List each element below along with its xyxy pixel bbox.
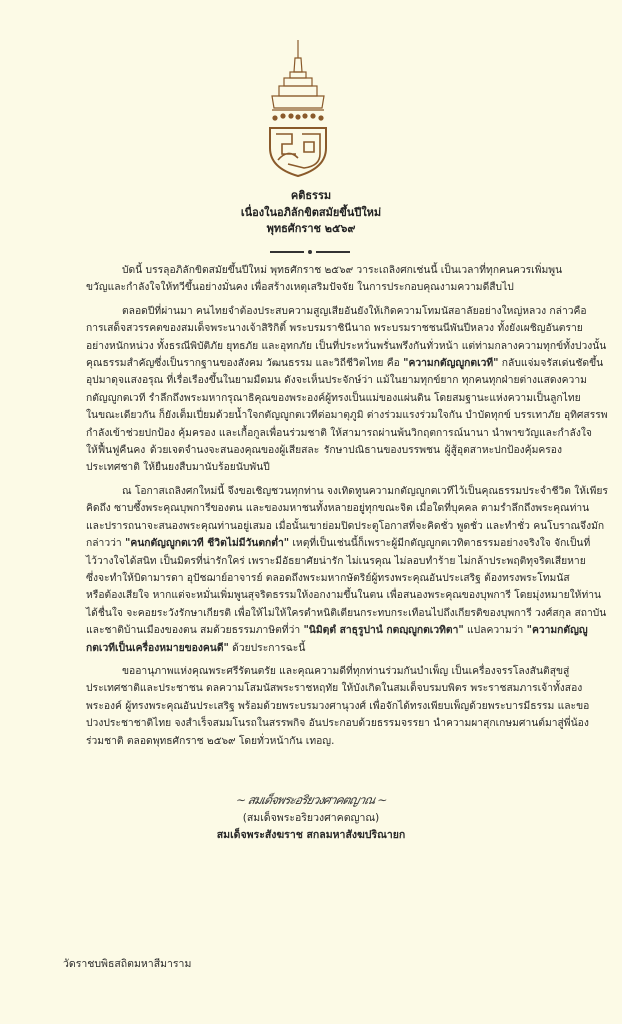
- paragraph: [86, 303, 608, 477]
- text-line: [86, 303, 587, 320]
- text-segment: เหตุที่เป็นเช่นนี้ก็เพราะผู้มีกตัญญูกตเวทิตาธรรมอย่างจริงใจ จักเป็นที่: [289, 537, 591, 550]
- text-segment: คุณธรรมสำคัญซึ่งเป็นรากฐานของสังคม วัฒนธรรม และวิถีชีวิตไทย คือ: [86, 357, 404, 370]
- text-segment: คิดถึง ซาบซึ้งพระคุณบุพการีของตน และของมหาชนทั้งหลายอยู่ทุกขณะจิต เมื่อใดที่บุคคล ตามรำลึกถึงพระคุณท่าน: [86, 502, 590, 515]
- text-segment: ในขณะเดียวกัน ก็ยังเต็มเปี่ยมด้วยน้ำใจกตัญญูกตเวทีต่อมาตุภูมิ ต่างร่วมแรงร่วมใจกัน บำบัดทุกข์ บรรเทาภัย อุทิศสรรพ: [86, 409, 608, 422]
- paragraph: [86, 663, 590, 750]
- text-segment: ซึ่งจะทำให้บิดามารดา อุปัชฌาย์อาจารย์ ตลอดถึงพระมหากษัตริย์ผู้ทรงพระคุณอันประเสริฐ ต้องทรงพระโทมนัส: [86, 571, 570, 584]
- heading-title: คติธรรม: [290, 189, 332, 202]
- paragraph: [86, 262, 562, 297]
- text-line: [86, 535, 591, 552]
- document-heading: [0, 188, 622, 238]
- emphasized-text: "นิมิตฺตํ สาธุรูปานํ กตญฺญูกตเวทิตา": [303, 624, 464, 637]
- text-line: [86, 320, 583, 337]
- text-line: [86, 372, 587, 389]
- text-line: [86, 553, 586, 570]
- text-segment: อุปมาดุจแสงอรุณ ที่เรื่อเรืองขึ้นในยามมืดมน ดังจะเห็นประจักษ์ว่า แม้ในยามทุกข์ยาก ทุกคนทุกฝ่ายต่างแสดงความ: [86, 374, 587, 387]
- text-segment: การเสด็จสวรรคตของสมเด็จพระนางเจ้าสิริกิติ์ พระบรมราชินีนาถ พระบรมราชชนนีพันปีหลวง ทั้งยังเผชิญอันตราย: [86, 322, 583, 335]
- text-line: [86, 442, 562, 459]
- text-line: [86, 407, 608, 424]
- text-line: [86, 605, 607, 622]
- footer-place: วัดราชบพิธสถิตมหาสีมาราม: [63, 958, 192, 970]
- text-segment: ไว้วางใจได้สนิท เป็นมิตรที่น่ารักใคร่ เพราะมีอัธยาศัยน่ารัก ไม่เนรคุณ ไม่ลอบทำร้าย ไม่กล้าประพฤติทุจริตเสียหาย: [86, 554, 586, 567]
- text-segment: ร่วมชาติ ตลอดพุทธศักราช ๒๕๖๙ โดยทั่วหน้ากัน เทอญ.: [86, 734, 335, 747]
- signatory-title: สมเด็จพระสังฆราช สกลมหาสังฆปริณายก: [216, 829, 406, 841]
- heading-year: พุทธศักราช ๒๕๖๙: [266, 222, 356, 235]
- emphasized-text: "ความกตัญญู: [526, 624, 588, 637]
- text-segment: ประเทศชาติและประชาชน ดลความโสมนัสพระราชหฤทัย ให้บังเกิดในสมเด็จบรมบพิตร พระราชสมภารเจ้าทั้งสอง: [86, 682, 583, 695]
- text-line: [86, 459, 562, 476]
- text-line: [86, 518, 605, 535]
- emphasized-text: กตเวทีเป็นเครื่องหมายของคนดี": [86, 641, 229, 654]
- text-segment: และปรารถนาจะสนองพระคุณท่านอยู่เสมอ เมื่อนั้นเขาย่อมปิดประตูโอกาสที่จะคิดชั่ว พูดชั่ว และทำชั่ว คนโบราณจึงมัก: [86, 519, 605, 532]
- text-segment: และชาติบ้านเมืองของตน สมด้วยธรรมภาษิตที่ว่า: [86, 624, 304, 637]
- text-line: [86, 715, 589, 732]
- text-line: [86, 338, 607, 355]
- text-line: [86, 640, 562, 657]
- heading-subtitle: เนื่องในอภิลักขิตสมัยขึ้นปีใหม่: [240, 205, 382, 219]
- signatory-name: (สมเด็จพระอริยวงศาคตญาณ): [242, 812, 380, 824]
- text-segment: พระองค์ ผู้ทรงพระคุณอันประเสริฐ พร้อมด้วยพระบรมวงศานุวงศ์ เพื่อจักได้ทรงเพียบเพ็ญด้วยพระบารมีธรรม และขอ: [86, 699, 590, 712]
- signature-block: [0, 792, 622, 844]
- emphasized-text: "คนกตัญญูกตเวที ชีวิตไม่มีวันตกต่ำ": [124, 537, 290, 550]
- text-line: [86, 587, 602, 604]
- ornamental-divider: [270, 249, 352, 255]
- document-body: [86, 262, 608, 756]
- text-segment: หรือต้องเสียใจ หากแต่จะหมั่นเพิ่มพูนสุจริตธรรมให้งอกงามขึ้นในตน เพื่อสนองพระคุณของบุพการี โดยมุ่งหมายให้ท่าน: [86, 589, 602, 602]
- text-line: [86, 425, 592, 442]
- text-line: [86, 622, 588, 639]
- supreme-patriarch-emblem: [258, 36, 338, 178]
- text-segment: ได้ชื่นใจ จะคอยระวังรักษาเกียรติ เพื่อให้ไม่ให้ใครตำหนิติเตียนกระทบกระเทือนไปถึงเกียรติของบุพการี วงศ์สกุล สถาบัน: [86, 606, 607, 619]
- text-segment: ด้วยประการฉะนี้: [228, 641, 306, 654]
- emphasized-text: "ความกตัญญูกตเวที": [403, 357, 499, 370]
- text-segment: ขออานุภาพแห่งคุณพระศรีรัตนตรัย และคุณความดีที่ทุกท่านร่วมกันบำเพ็ญ เป็นเครื่องจรรโลงสันติสุขสู่: [122, 664, 570, 677]
- text-segment: ตลอดปีที่ผ่านมา คนไทยจำต้องประสบความสูญเสียอันยังให้เกิดความโทมนัสอาลัยอย่างใหญ่หลวง กล่าวคือ: [122, 304, 587, 317]
- text-line: [86, 355, 604, 372]
- text-segment: อย่างหนักหน่วง ทั้งธรณีพิบัติภัย ยุทธภัย และอุทกภัย เป็นที่ประหวั่นพรั่นพรึงกันทั่วหน้า แต่ท่ามกลางความทุกข์ทั้งปวงนั้น: [86, 339, 607, 352]
- text-line: [86, 390, 581, 407]
- text-segment: กลับแจ่มจรัสเด่นชัดขึ้น: [498, 357, 604, 370]
- text-segment: ประเทศชาติ ให้ยืนยงสืบมานับร้อยนับพันปี: [86, 461, 270, 474]
- text-line: [86, 570, 570, 587]
- text-line: [86, 279, 562, 296]
- text-segment: ณ โอกาสเถลิงศกใหม่นี้ จึงขอเชิญชวนทุกท่าน จงเทิดทูนความกตัญญูกตเวทีไว้เป็นคุณธรรมประจำชีวิต ให้เพียร: [122, 484, 608, 497]
- text-segment: บัดนี้ บรรลุอภิลักขิตสมัยขึ้นปีใหม่ พุทธศักราช ๒๕๖๙ วาระเถลิงศกเช่นนี้ เป็นเวลาที่ทุกคนควรเพิ่มพูน: [122, 264, 563, 276]
- handwritten-signature: ~ สมเด็จพระอริยวงศาคตญาณ ~: [234, 793, 388, 807]
- text-line: [86, 680, 583, 697]
- text-line: [86, 733, 562, 750]
- text-segment: กล่าวว่า: [86, 537, 125, 550]
- text-line: [86, 500, 590, 517]
- text-segment: ให้ฟื้นฟูคืนคง ด้วยเจตจำนงจะสนองคุณของผู้เสียสละ รักษาปณิธานของบรรพชน ผู้สู้อุตสาหะปกป้องคุ้มครอง: [86, 444, 562, 457]
- text-segment: แปลความว่า: [463, 624, 527, 637]
- text-segment: ปวงประชาชาติไทย จงสำเร็จสมมโนรถในสรรพกิจ อันประกอบด้วยธรรมจรรยา นำความผาสุกเกษมศานต์มาสู่พี่น้อง: [86, 717, 589, 730]
- text-line: [86, 262, 562, 279]
- text-line: [86, 663, 570, 680]
- text-line: [86, 698, 590, 715]
- text-segment: กำลังเข้าช่วยปกป้อง คุ้มครอง และเกื้อกูลเพื่อนร่วมชาติ ให้สามารถผ่านพ้นวิกฤตการณ์นานา นำพาขวัญและกำลังใจ: [86, 426, 592, 439]
- text-line: [86, 483, 608, 500]
- text-segment: กตัญญูกตเวที รำลึกถึงพระมหากรุณาธิคุณของพระองค์ผู้ทรงเป็นแม่ของแผ่นดิน โดยสมฐานะแห่งความเป็นลูกไทย: [86, 391, 581, 404]
- text-segment: ขวัญและกำลังใจให้ทวีขึ้นอย่างมั่นคง เพื่อสร้างเหตุเสริมปัจจัย ในการประกอบคุณงามความดีสืบไป: [86, 281, 514, 294]
- paragraph: [86, 483, 608, 657]
